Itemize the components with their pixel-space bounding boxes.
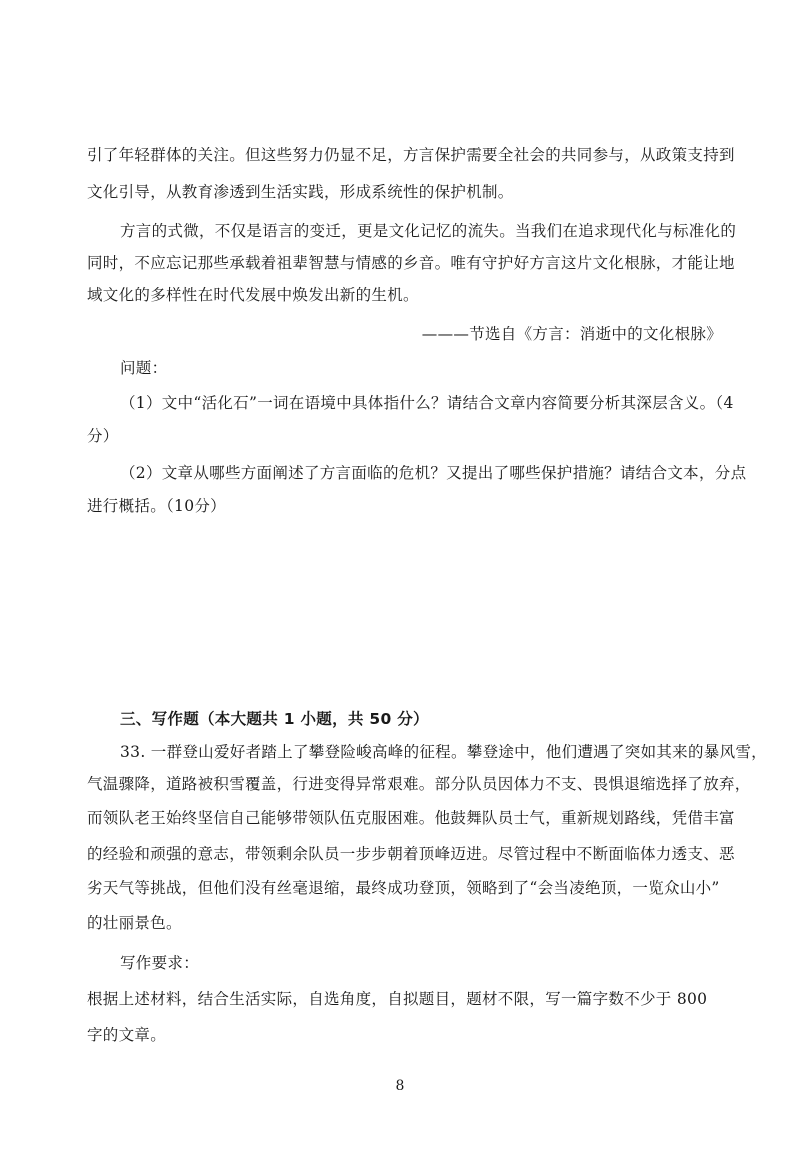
passage-p1-line1: 引了年轻群体的关注。但这些努力仍显不足，方言保护需要全社会的共同参与，从政策支持到	[87, 146, 735, 164]
question-1-line1: （1）文中“活化石”一词在语境中具体指什么？请结合文章内容简要分析其深层含义。（4	[120, 394, 734, 412]
question-33-line1: 33. 一群登山爱好者踏上了攀登险峻高峰的征程。攀登途中，他们遭遇了突如其来的暴风雪，	[120, 743, 767, 761]
question-2-line2: 进行概括。（10分）	[87, 497, 226, 515]
writing-requirements-line2: 字的文章。	[87, 1026, 167, 1044]
passage-p2-line2: 同时，不应忘记那些承载着祖辈智慧与情感的乡音。唯有守护好方言这片文化根脉，才能让地	[87, 254, 735, 272]
question-2-line1: （2）文章从哪些方面阐述了方言面临的危机？又提出了哪些保护措施？请结合文本，分点	[120, 464, 747, 482]
writing-requirements-label: 写作要求：	[120, 954, 200, 972]
passage-p1-line2: 文化引导，从教育渗透到生活实践，形成系统性的保护机制。	[87, 183, 514, 201]
question-33-line4: 的经验和顽强的意志，带领剩余队员一步步朝着顶峰迈进。尽管过程中不断面临体力透支、恶	[87, 845, 735, 863]
writing-requirements-line1: 根据上述材料，结合生活实际，自选角度，自拟题目，题材不限，写一篇字数不少于 800	[87, 990, 708, 1008]
passage-p2-line1: 方言的式微，不仅是语言的变迁，更是文化记忆的流失。当我们在追求现代化与标准化的	[120, 222, 737, 240]
writing-section-heading: 三、写作题（本大题共 1 小题，共 50 分）	[120, 710, 429, 728]
questions-label: 问题：	[120, 359, 168, 377]
question-33-line5: 劣天气等挑战，但他们没有丝毫退缩，最终成功登顶，领略到了“会当凌绝顶，一览众山小”	[87, 879, 720, 897]
question-33-line3: 而领队老王始终坚信自己能够带领队伍克服困难。他鼓舞队员士气，重新规划路线，凭借丰富	[87, 809, 735, 827]
question-33-line2: 气温骤降，道路被积雪覆盖，行进变得异常艰难。部分队员因体力不支、畏惧退缩选择了放弃，	[87, 775, 751, 793]
page-number: 8	[395, 1078, 405, 1094]
question-33-line6: 的壮丽景色。	[87, 914, 182, 932]
passage-source: ———节选自《方言：消逝中的文化根脉》	[421, 325, 722, 343]
passage-p2-line3: 域文化的多样性在时代发展中焕发出新的生机。	[87, 286, 419, 304]
question-1-line2: 分）	[87, 427, 119, 445]
